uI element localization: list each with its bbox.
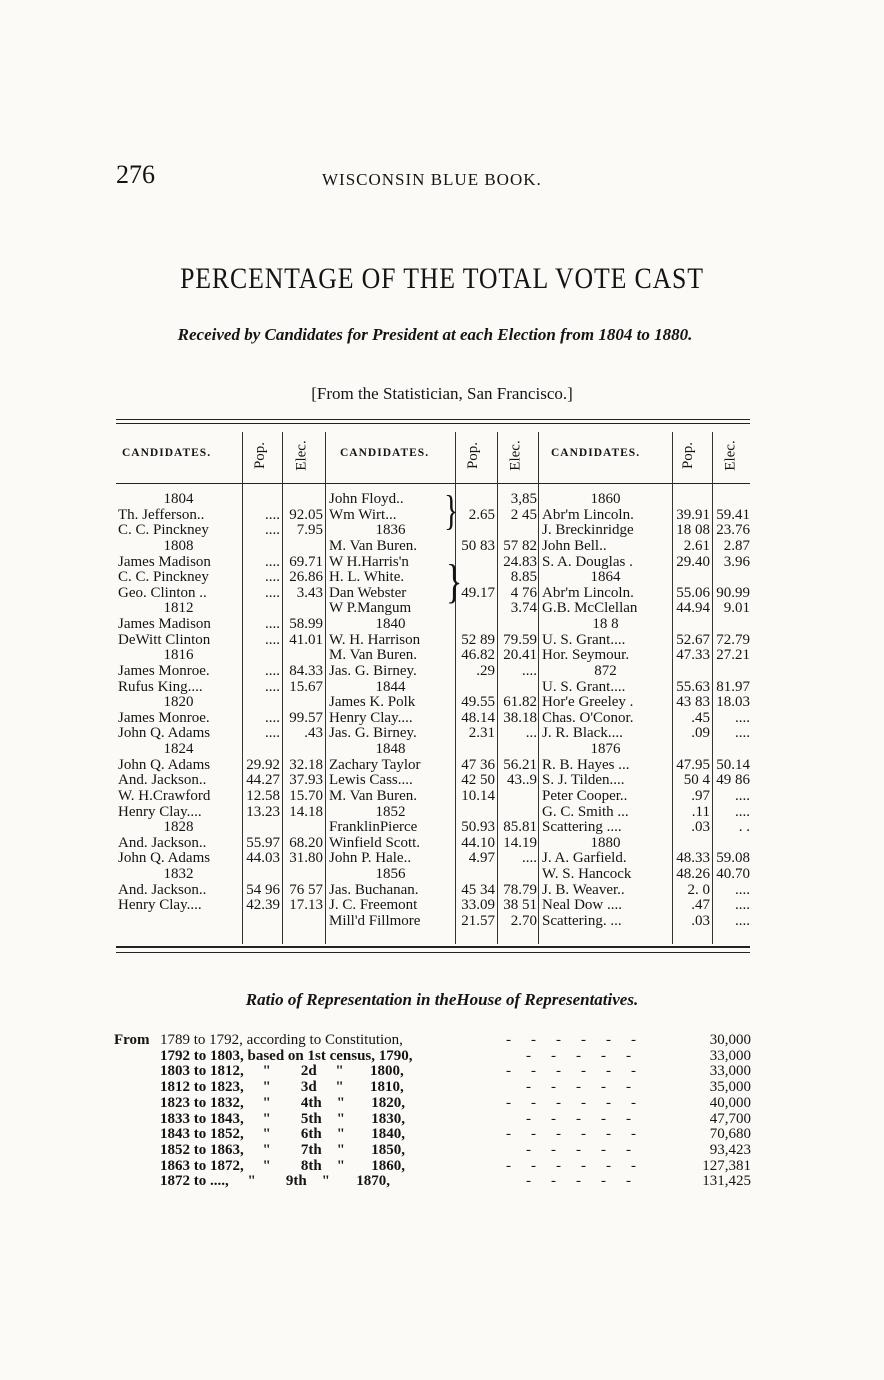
electoral-vote-pct: 15.70 bbox=[289, 787, 323, 804]
electoral-vote-pct: 8.85 bbox=[510, 569, 537, 586]
popular-vote-pct: 18 08 bbox=[676, 522, 710, 539]
popular-vote-pct: 33.09 bbox=[461, 897, 495, 914]
brace-floyd-wirt: } bbox=[444, 488, 459, 535]
electoral-vote-pct: 9.01 bbox=[723, 600, 750, 617]
popular-vote-pct: 4.97 bbox=[468, 850, 495, 867]
candidate-name: U. S. Grant.... bbox=[542, 631, 626, 648]
candidate-name: H. L. White. bbox=[329, 569, 405, 586]
candidate-name: R. B. Hayes ... bbox=[542, 756, 630, 773]
electoral-vote-pct: 2 45 bbox=[510, 506, 537, 523]
electoral-vote-pct: 7.95 bbox=[296, 522, 323, 539]
ratio-value: 35,000 bbox=[709, 1079, 751, 1096]
ratio-period: 1789 to 1792, according to Constitution, bbox=[160, 1032, 403, 1048]
electoral-vote-pct: 59.41 bbox=[716, 506, 750, 523]
ratio-title: Ratio of Representation in theHouse of Representatives. bbox=[245, 990, 639, 1009]
candidate-name: Hor. Seymour. bbox=[542, 647, 630, 664]
electoral-vote-pct: 38.18 bbox=[503, 709, 537, 726]
popular-vote-pct: 2.65 bbox=[468, 506, 495, 523]
candidate-name: James Madison bbox=[118, 553, 211, 570]
electoral-vote-pct: 14.18 bbox=[289, 803, 323, 820]
ratio-value: 93,423 bbox=[709, 1141, 751, 1158]
brace-whig-1836: } bbox=[446, 556, 463, 609]
candidate-name: John Q. Adams bbox=[118, 725, 211, 742]
header-pop-2: Pop. bbox=[465, 441, 482, 469]
electoral-vote-pct: 23.76 bbox=[716, 522, 750, 539]
candidate-name: Jas. G. Birney. bbox=[329, 725, 417, 742]
electoral-vote-pct: .43 bbox=[304, 725, 323, 742]
ratio-row bbox=[114, 1143, 754, 1159]
candidate-name: Scattering .... bbox=[542, 819, 622, 836]
popular-vote-pct: 55.06 bbox=[676, 584, 710, 601]
candidate-name: Hor'e Greeley . bbox=[542, 694, 634, 711]
popular-vote-pct: 52.67 bbox=[676, 631, 710, 648]
dot-leader: ----- bbox=[526, 1141, 651, 1158]
candidate-name: James Madison bbox=[118, 616, 211, 633]
source-note: [From the Statistician, San Francisco.] bbox=[311, 384, 573, 403]
ratio-value: 33,000 bbox=[709, 1047, 751, 1064]
electoral-vote-pct: .... bbox=[735, 709, 750, 726]
popular-vote-pct: 49.17 bbox=[461, 584, 495, 601]
electoral-vote-pct: 4 76 bbox=[510, 584, 537, 601]
popular-vote-pct: 29.40 bbox=[676, 553, 710, 570]
dot-leader: ------ bbox=[506, 1094, 656, 1111]
election-year: 1836 bbox=[375, 522, 406, 539]
election-year: 872 bbox=[594, 662, 617, 679]
dot-leader: ------ bbox=[506, 1126, 656, 1143]
election-year: 1828 bbox=[163, 819, 194, 836]
candidate-name: Winfield Scott. bbox=[329, 834, 421, 851]
candidate-name: James Monroe. bbox=[118, 662, 210, 679]
electoral-vote-pct: 61.82 bbox=[503, 694, 537, 711]
candidate-name: John P. Hale.. bbox=[329, 850, 412, 867]
electoral-vote-pct: .... bbox=[522, 850, 537, 867]
ratio-value: 127,381 bbox=[702, 1157, 751, 1174]
electoral-vote-pct: 26.86 bbox=[289, 569, 323, 586]
electoral-vote-pct: 3,85 bbox=[510, 491, 537, 507]
popular-vote-pct: 54 96 bbox=[246, 881, 280, 898]
header-candidates-1: CANDIDATES. bbox=[122, 447, 212, 459]
electoral-vote-pct: 2.70 bbox=[510, 913, 537, 929]
electoral-vote-pct: 57 82 bbox=[503, 537, 537, 554]
candidate-name: Henry Clay.... bbox=[329, 709, 413, 726]
popular-vote-pct: 47 36 bbox=[461, 756, 495, 773]
election-year: 1840 bbox=[375, 616, 406, 633]
ratio-value: 131,425 bbox=[702, 1173, 751, 1190]
candidate-name: J. C. Freemont bbox=[329, 897, 418, 914]
popular-vote-pct: 55.63 bbox=[676, 678, 710, 695]
ratio-lead: From bbox=[114, 1032, 150, 1048]
popular-vote-pct: 48.26 bbox=[676, 866, 710, 883]
electoral-vote-pct: 3.96 bbox=[723, 553, 750, 570]
election-year: 1832 bbox=[163, 866, 194, 883]
electoral-vote-pct: 72.79 bbox=[716, 631, 750, 648]
header-pop-3: Pop. bbox=[680, 441, 697, 469]
candidate-name: Peter Cooper.. bbox=[542, 787, 628, 804]
electoral-vote-pct: 92.05 bbox=[289, 506, 323, 523]
election-year: 1824 bbox=[163, 741, 194, 758]
popular-vote-pct: .... bbox=[265, 584, 280, 601]
electoral-vote-pct: 78.79 bbox=[503, 881, 537, 898]
header-elec-2: Elec. bbox=[507, 439, 524, 471]
candidate-name: And. Jackson.. bbox=[118, 772, 207, 789]
electoral-vote-pct: 84.33 bbox=[289, 662, 323, 679]
table-top-rule bbox=[116, 419, 750, 420]
ratio-row bbox=[114, 1064, 754, 1080]
electoral-vote-pct: 81.97 bbox=[716, 678, 750, 695]
header-candidates-3: CANDIDATES. bbox=[551, 447, 641, 459]
ratio-period: 1812 to 1823, " 3d " 1810, bbox=[160, 1079, 404, 1096]
header-candidates-2: CANDIDATES. bbox=[340, 447, 430, 459]
candidate-name: C. C. Pinckney bbox=[118, 569, 209, 586]
candidate-name: Dan Webster bbox=[329, 584, 407, 601]
popular-vote-pct: .03 bbox=[691, 913, 710, 929]
electoral-vote-pct: 31.80 bbox=[289, 850, 323, 867]
candidate-name: J. Breckinridge bbox=[542, 522, 634, 539]
ratio-period: 1792 to 1803, based on 1st census, 1790, bbox=[160, 1047, 413, 1064]
election-year: 1876 bbox=[590, 741, 621, 758]
column-divider bbox=[325, 432, 326, 944]
table-top-rule-2 bbox=[116, 423, 750, 424]
electoral-vote-pct: 59.08 bbox=[716, 850, 750, 867]
electoral-vote-pct: ... bbox=[525, 725, 537, 742]
popular-vote-pct: 12.58 bbox=[246, 787, 280, 804]
electoral-vote-pct: . . bbox=[738, 819, 750, 836]
candidate-name: U. S. Grant.... bbox=[542, 678, 626, 695]
candidate-name: Th. Jefferson.. bbox=[118, 506, 205, 523]
popular-vote-pct: .... bbox=[265, 522, 280, 539]
table-bottom-rule-2 bbox=[116, 952, 750, 953]
candidate-name: M. Van Buren. bbox=[329, 787, 418, 804]
popular-vote-pct: .... bbox=[265, 569, 280, 586]
ratio-row bbox=[114, 1049, 754, 1065]
candidate-name: M. Van Buren. bbox=[329, 647, 418, 664]
electoral-vote-pct: 69.71 bbox=[289, 553, 323, 570]
ratio-value: 47,700 bbox=[709, 1110, 751, 1127]
candidate-name: W P.Mangum bbox=[329, 600, 412, 617]
popular-vote-pct: .09 bbox=[691, 725, 710, 742]
popular-vote-pct: 48.14 bbox=[461, 709, 495, 726]
ratio-row bbox=[114, 1096, 754, 1112]
ratio-value: 33,000 bbox=[709, 1063, 751, 1080]
electoral-vote-pct: .... bbox=[735, 881, 750, 898]
election-year: 1880 bbox=[590, 834, 621, 851]
electoral-vote-pct: .... bbox=[735, 803, 750, 820]
candidate-name: And. Jackson.. bbox=[118, 881, 207, 898]
candidate-name: DeWitt Clinton bbox=[118, 631, 211, 648]
ratio-row bbox=[114, 1033, 754, 1049]
electoral-vote-pct: 79.59 bbox=[503, 631, 537, 648]
electoral-vote-pct bbox=[497, 789, 537, 805]
popular-vote-pct: .11 bbox=[691, 803, 710, 820]
candidate-name: James Monroe. bbox=[118, 709, 210, 726]
popular-vote-pct: 48.33 bbox=[676, 850, 710, 867]
candidate-name: S. J. Tilden.... bbox=[542, 772, 625, 789]
popular-vote-pct bbox=[455, 492, 495, 508]
electoral-vote-pct: .... bbox=[735, 725, 750, 742]
candidate-name: And. Jackson.. bbox=[118, 834, 207, 851]
electoral-vote-pct: 76 57 bbox=[289, 881, 323, 898]
candidate-name: Mill'd Fillmore bbox=[329, 913, 421, 929]
popular-vote-pct: 42.39 bbox=[246, 897, 280, 914]
popular-vote-pct: 47.33 bbox=[676, 647, 710, 664]
election-year: 1860 bbox=[590, 491, 621, 507]
election-year: 1812 bbox=[163, 600, 194, 617]
table-bottom-rule bbox=[116, 946, 750, 948]
candidate-name: Geo. Clinton .. bbox=[118, 584, 207, 601]
candidate-name: W. S. Hancock bbox=[542, 866, 632, 883]
page-title: PERCENTAGE OF THE TOTAL VOTE CAST bbox=[180, 262, 704, 295]
electoral-vote-pct: 49 86 bbox=[716, 772, 750, 789]
popular-vote-pct: .... bbox=[265, 631, 280, 648]
electoral-vote-pct: 85.81 bbox=[503, 819, 537, 836]
candidate-name: Henry Clay.... bbox=[118, 897, 202, 914]
ratio-period: 1872 to ...., " 9th " 1870, bbox=[160, 1173, 390, 1190]
popular-vote-pct: .47 bbox=[691, 897, 710, 914]
popular-vote-pct: 21.57 bbox=[461, 913, 495, 929]
table-header-rule bbox=[116, 483, 750, 484]
electoral-vote-pct: 2.87 bbox=[723, 537, 750, 554]
candidate-name: Chas. O'Conor. bbox=[542, 709, 634, 726]
candidate-name: J. R. Black.... bbox=[542, 725, 623, 742]
candidate-name: J. B. Weaver.. bbox=[542, 881, 625, 898]
dot-leader: ------ bbox=[506, 1157, 656, 1174]
subtitle: Received by Candidates for President at each Election from 1804 to 1880. bbox=[177, 325, 693, 344]
electoral-vote-pct: 15.67 bbox=[289, 678, 323, 695]
popular-vote-pct: 13.23 bbox=[246, 803, 280, 820]
ratio-value: 40,000 bbox=[709, 1094, 751, 1111]
dot-leader: ----- bbox=[526, 1110, 651, 1127]
candidate-name: Abr'm Lincoln. bbox=[542, 584, 634, 601]
election-year: 1856 bbox=[375, 866, 406, 883]
electoral-vote-pct: 99.57 bbox=[289, 709, 323, 726]
electoral-vote-pct: .... bbox=[735, 787, 750, 804]
electoral-vote-pct: 41.01 bbox=[289, 631, 323, 648]
electoral-vote-pct: 20.41 bbox=[503, 647, 537, 664]
electoral-vote-pct: 18.03 bbox=[716, 694, 750, 711]
dot-leader: ----- bbox=[526, 1047, 651, 1064]
candidate-name: Jas. G. Birney. bbox=[329, 662, 417, 679]
dot-leader: ----- bbox=[526, 1173, 651, 1190]
popular-vote-pct: 2.31 bbox=[468, 725, 495, 742]
ratio-value: 70,680 bbox=[709, 1126, 751, 1143]
electoral-vote-pct: 32.18 bbox=[289, 756, 323, 773]
election-year: 18 8 bbox=[592, 616, 619, 633]
candidate-name: J. A. Garfield. bbox=[542, 850, 627, 867]
ratio-period: 1843 to 1852, " 6th " 1840, bbox=[160, 1126, 405, 1143]
popular-vote-pct: 50 4 bbox=[683, 772, 710, 789]
popular-vote-pct: .97 bbox=[691, 787, 710, 804]
header-elec-3: Elec. bbox=[722, 439, 739, 471]
popular-vote-pct: 44.27 bbox=[246, 772, 280, 789]
electoral-vote-pct: .... bbox=[735, 913, 750, 929]
electoral-vote-pct: 17.13 bbox=[289, 897, 323, 914]
popular-vote-pct: 43 83 bbox=[676, 694, 710, 711]
dot-leader: ------ bbox=[506, 1063, 656, 1080]
popular-vote-pct: 29.92 bbox=[246, 756, 280, 773]
popular-vote-pct: .... bbox=[265, 553, 280, 570]
candidate-name: W. H.Crawford bbox=[118, 787, 211, 804]
election-year: 1844 bbox=[375, 678, 406, 695]
candidate-name: Zachary Taylor bbox=[329, 756, 421, 773]
electoral-vote-pct: 3.74 bbox=[510, 600, 537, 617]
electoral-vote-pct: 38 51 bbox=[503, 897, 537, 914]
candidate-name: James K. Polk bbox=[329, 694, 416, 711]
candidate-name: Scattering. ... bbox=[542, 913, 622, 929]
candidate-name: John Floyd.. bbox=[329, 491, 404, 507]
candidate-name: John Q. Adams bbox=[118, 850, 211, 867]
candidate-name: John Bell.. bbox=[542, 537, 607, 554]
electoral-vote-pct: .... bbox=[522, 662, 537, 679]
candidate-name: Rufus King.... bbox=[118, 678, 203, 695]
popular-vote-pct: 49.55 bbox=[461, 694, 495, 711]
dot-leader: ------ bbox=[506, 1032, 656, 1048]
electoral-vote-pct: 40.70 bbox=[716, 866, 750, 883]
popular-vote-pct: 2.61 bbox=[683, 537, 710, 554]
popular-vote-pct: 45 34 bbox=[461, 881, 495, 898]
ratio-period: 1803 to 1812, " 2d " 1800, bbox=[160, 1063, 404, 1080]
electoral-vote-pct: .... bbox=[735, 897, 750, 914]
ratio-row bbox=[114, 1174, 754, 1190]
candidate-name: W H.Harris'n bbox=[329, 553, 409, 570]
electoral-vote-pct: 27.21 bbox=[716, 647, 750, 664]
popular-vote-pct: .29 bbox=[476, 662, 495, 679]
popular-vote-pct: 42 50 bbox=[461, 772, 495, 789]
candidate-name: Neal Dow .... bbox=[542, 897, 622, 914]
election-year: 1816 bbox=[163, 647, 194, 664]
popular-vote-pct: .03 bbox=[691, 819, 710, 836]
electoral-vote-pct: 90.99 bbox=[716, 584, 750, 601]
running-title: WISCONSIN BLUE BOOK. bbox=[322, 170, 542, 189]
popular-vote-pct: .... bbox=[265, 616, 280, 633]
popular-vote-pct: .... bbox=[265, 709, 280, 726]
election-year: 1804 bbox=[163, 491, 194, 507]
candidate-name: G. C. Smith ... bbox=[542, 803, 629, 820]
ratio-row bbox=[114, 1080, 754, 1096]
popular-vote-pct: .... bbox=[265, 678, 280, 695]
popular-vote-pct: 50 83 bbox=[461, 537, 495, 554]
popular-vote-pct: 44.10 bbox=[461, 834, 495, 851]
popular-vote-pct: 44.94 bbox=[676, 600, 710, 617]
candidate-name: FranklinPierce bbox=[329, 819, 418, 836]
popular-vote-pct: 10.14 bbox=[461, 787, 495, 804]
dot-leader: ----- bbox=[526, 1079, 651, 1096]
ratio-period: 1852 to 1863, " 7th " 1850, bbox=[160, 1141, 405, 1158]
popular-vote-pct: 55.97 bbox=[246, 834, 280, 851]
ratio-row bbox=[114, 1159, 754, 1175]
election-year: 1808 bbox=[163, 537, 194, 554]
popular-vote-pct: .... bbox=[265, 725, 280, 742]
candidate-name: Abr'm Lincoln. bbox=[542, 506, 634, 523]
ratio-row bbox=[114, 1127, 754, 1143]
candidate-name: C. C. Pinckney bbox=[118, 522, 209, 539]
candidate-name: Lewis Cass.... bbox=[329, 772, 413, 789]
election-year: 1820 bbox=[163, 694, 194, 711]
electoral-vote-pct: 50.14 bbox=[716, 756, 750, 773]
column-divider bbox=[538, 432, 539, 944]
popular-vote-pct: .45 bbox=[691, 709, 710, 726]
popular-vote-pct: 46.82 bbox=[461, 647, 495, 664]
electoral-vote-pct: 43..9 bbox=[507, 772, 537, 789]
election-year: 1864 bbox=[590, 569, 621, 586]
electoral-vote-pct: 37.93 bbox=[289, 772, 323, 789]
candidate-name: Jas. Buchanan. bbox=[329, 881, 419, 898]
popular-vote-pct: 50.93 bbox=[461, 819, 495, 836]
popular-vote-pct: .... bbox=[265, 506, 280, 523]
popular-vote-pct: 39.91 bbox=[676, 506, 710, 523]
candidate-name: John Q. Adams bbox=[118, 756, 211, 773]
header-elec-1: Elec. bbox=[293, 439, 310, 471]
electoral-vote-pct: 14.19 bbox=[503, 834, 537, 851]
popular-vote-pct: 2. 0 bbox=[687, 881, 710, 898]
electoral-vote-pct: 24.83 bbox=[503, 553, 537, 570]
ratio-period: 1823 to 1832, " 4th " 1820, bbox=[160, 1094, 405, 1111]
page-number: 276 bbox=[116, 160, 155, 189]
candidate-name: S. A. Douglas . bbox=[542, 553, 633, 570]
ratio-period: 1833 to 1843, " 5th " 1830, bbox=[160, 1110, 405, 1127]
ratio-period: 1863 to 1872, " 8th " 1860, bbox=[160, 1157, 405, 1174]
candidate-name: Wm Wirt... bbox=[329, 506, 397, 523]
header-pop-1: Pop. bbox=[252, 441, 269, 469]
electoral-vote-pct: 58.99 bbox=[289, 616, 323, 633]
ratio-value: 30,000 bbox=[709, 1032, 751, 1048]
popular-vote-pct: .... bbox=[265, 662, 280, 679]
candidate-name: M. Van Buren. bbox=[329, 537, 418, 554]
ratio-row bbox=[114, 1112, 754, 1128]
popular-vote-pct: 52 89 bbox=[461, 631, 495, 648]
popular-vote-pct: 47.95 bbox=[676, 756, 710, 773]
candidate-name: G.B. McClellan bbox=[542, 600, 638, 617]
electoral-vote-pct: 68.20 bbox=[289, 834, 323, 851]
electoral-vote-pct: 56.21 bbox=[503, 756, 537, 773]
election-year: 1852 bbox=[375, 803, 406, 820]
election-year: 1848 bbox=[375, 741, 406, 758]
candidate-name: W. H. Harrison bbox=[329, 631, 421, 648]
candidate-name: Henry Clay.... bbox=[118, 803, 202, 820]
popular-vote-pct: 44.03 bbox=[246, 850, 280, 867]
electoral-vote-pct: 3.43 bbox=[296, 584, 323, 601]
